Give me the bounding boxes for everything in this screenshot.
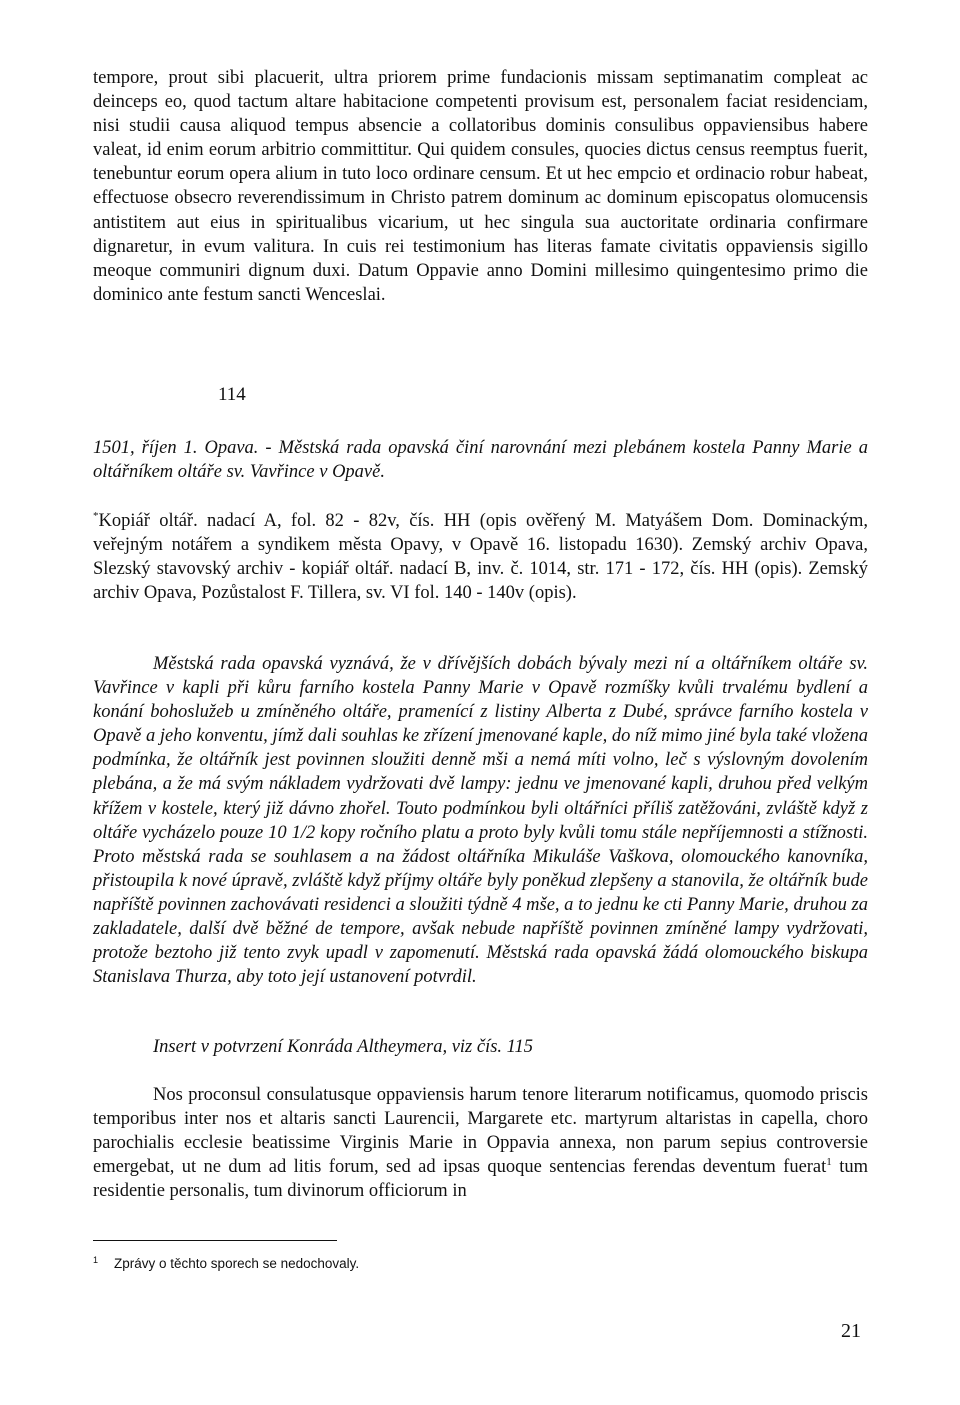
- page-number: 21: [841, 1320, 861, 1342]
- footnote-number: 1: [93, 1255, 99, 1265]
- insert-note: Insert v potvrzení Konráda Altheymera, viz čís. 115: [153, 1037, 534, 1057]
- sources-paragraph: [93, 509, 868, 605]
- regest-paragraph: Městská rada opavská vyznává, že v dřívějších dobách bývaly mezi ní a oltářníkem oltáře sv. Vavřince v kapli při kůru farního kostela Panny Marie v Opavě rozmíšky kvůli trvalému bydlení a konání bohoslužeb u zmíněného oltáře, pramenící z listiny Alberta z Dubé, správce farního kostela v Opavě a jeho konventu, jímž dali souhlas ke zřízení jmenované kaple, do níž mimo jiné byla také vložena podmínka, že oltářník jest povinnen sloužiti denně mši a nemá míti volno, leč s výslovným dovolením plebána, a že má svým nákladem vydržovati dvě lampy: jednu ve jmenované kapli, druhou před velkým křížem v kostele, který již dávno zhořel. Touto podmínkou byli oltářníci příliš zatěžováni, zvláště když z oltáře vycházelo pouze 10 1/2 kopy ročního platu a proto byly kvůli tomu stále nepříjemnosti a stížnosti. Proto městská rada se souhlasem a na žádost oltářníka Mikuláše Vaškova, olomouckého kanovníka, přistoupila k nové úpravě, zvláště když příjmy oltáře byly poněkud zlepšeny a stanovila, že oltářník bude napříště povinnen zachovávati residenci a sloužiti týdně 4 mše, a to jednu ke cti Panny Marie, druhou za zakladatele, další dvě běžné de tempore, avšak nebude napříště povinnen zmíněné lampy vydržovati, protože beztoho již tento zvyk upadl v zapomenutí. Městská rada opavská žádá olomouckého biskupa Stanislava Thurza, aby toto její ustanovení potvrdil.: [93, 654, 868, 988]
- latin-text-paragraph: [93, 1083, 868, 1203]
- latin-text-end: tum residentie personalis, tum divinorum officiorum in: [93, 1157, 868, 1202]
- sources-text: Kopiář oltář. nadací A, fol. 82 - 82v, čís. HH (opis ověřený M. Matyášem Dom. Dominackým, veřejným notářem a syndikem města Opavy, v Opavě 16. listopadu 1630). Zemský archiv Opava, Slezský stavovský archiv - kopiář oltář. nadací B, inv. č. 1014, str. 171 - 172, čís. HH (opis). Zemský archiv Opava, Pozůstalost F. Tillera, sv. VI fol. 140 - 140v (opis).: [93, 511, 868, 604]
- continuation-paragraph: tempore, prout sibi placuerit, ultra priorem prime fundacionis missam septimanatim compleat ac deinceps eo, quod tactum altare habitacione competenti provisum est, personalem faciat residenciam, nisi studii causa aliquod tempus absencie a collatoribus dominis consulibus oppaviensibus habere valeat, id enim eorum arbitrio committitur. Qui quidem consules, quocies dictus census reemptus fuerit, tenebuntur eorum opera alium in tuto loco ordinare censum. Et ut hec empcio et ordinacio robur habeat, effectuose obsecro reverendissimum in Christo patrem dominum ac dominum episcopatus olomucensis antistitem aut eius in spiritualibus vicarium, ut hec singula sua auctoritate ordinaria confirmare dignaretur, in evum valitura. In cuis rei testimonium has literas famate civitatis oppaviensis sigillo meoque communiri dignum duxi. Datum Oppavie anno Domini millesimo quingentesimo primo die dominico ante festum sancti Wenceslai.: [93, 68, 868, 305]
- document-number: 114: [218, 384, 246, 405]
- footnote-reference: 1: [826, 1156, 832, 1169]
- footnote: [93, 1256, 359, 1271]
- document-heading: 1501, říjen 1. Opava. - Městská rada opavská činí narovnání mezi plebánem kostela Panny Marie a oltářníkem oltáře sv. Vavřince v Opavě.: [93, 438, 868, 483]
- footnote-divider: [93, 1240, 337, 1241]
- sources-marker: *: [93, 509, 99, 522]
- footnote-text: Zprávy o těchto sporech se nedochovaly.: [114, 1256, 360, 1271]
- latin-text-start: Nos proconsul consulatusque oppaviensis harum tenore literarum notificamus, quomodo priscis temporibus inter nos et altaris sancti Laurencii, Margarete etc. martyrum altaristas in capella, choro parochialis ecclesie beatissime Virginis Marie in Oppavia annexa, non parum sepius controversie emergebat, ut ne dum ad litis forum, sed ad ipsas quoque sentencias ferendas deventum fuerat: [93, 1085, 868, 1178]
